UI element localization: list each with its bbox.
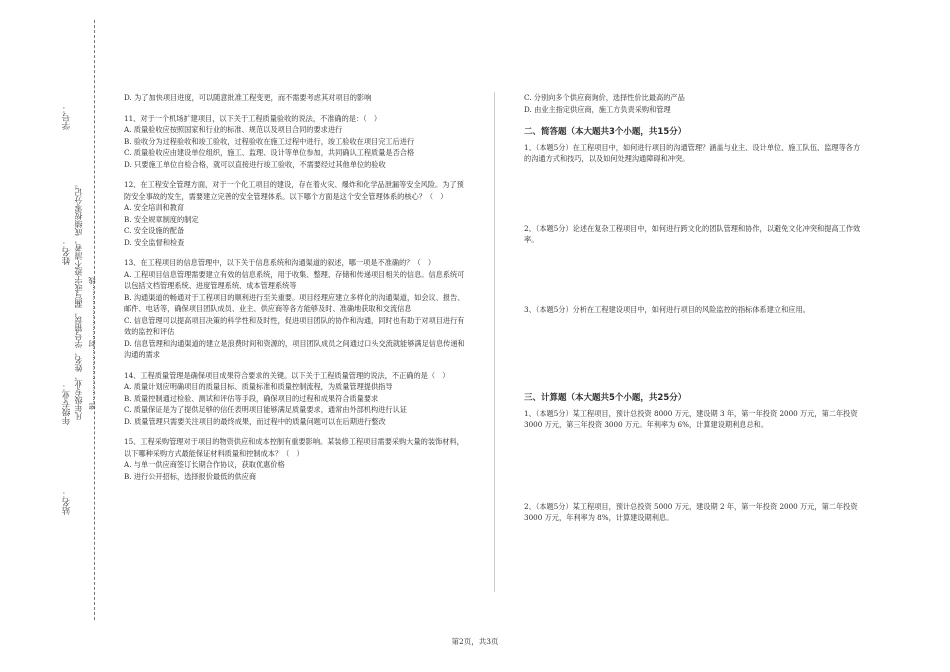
seal-line-text: 密……………………封……………………线 xyxy=(88,277,96,410)
section-2-title: 二、简答题（本大题共3个小题，共15分） xyxy=(524,127,687,137)
name-label: 姓名： xyxy=(62,239,72,265)
right-column xyxy=(524,92,862,524)
q10-option-d: D. 为了加快项目进度，可以随意批准工程变更，而不需要考虑其对项目的影响 xyxy=(124,93,372,102)
q12-option-c: C. 安全设施的配备 xyxy=(124,226,185,235)
answer-space xyxy=(524,315,862,381)
q12-option-a: A. 安全培训和教育 xyxy=(124,203,185,212)
q14-option-c: C. 质量保证是为了提供足够的信任表明项目能够满足质量要求，通常由外部机构进行认证 xyxy=(124,405,407,414)
answer-space xyxy=(524,246,862,304)
short-answer-1: 1、（本题5分）在工程项目中，如何进行项目的沟通管理？涵盖与业主、设计单位、施工队伍、监理等各方的沟通方式和技巧，以及如何处理沟通障碍和冲突。 xyxy=(524,142,861,163)
calc-question-1: 1、（本题5分）某工程项目，预计总投资 8000 万元，建设期 3 年，第一年投资 2000 万元，第二年投资 3000 万元，第三年投资 3000 万元。年利率为 6%，计算建设期利息总和。 xyxy=(524,408,858,429)
q11-option-d: D. 只要施工单位自检合格，就可以直接进行竣工验收，不需要经过其他单位的验收 xyxy=(124,159,386,169)
calc-question-2: 2、（本题5分）某工程项目，预计总投资 5000 万元，建设期 2 年，第一年投资 2000 万元，第二年投资 3000 万元，年利率为 8%，计算建设期利息。 xyxy=(524,501,858,522)
left-column xyxy=(124,92,468,482)
student-id-label: 学号： xyxy=(62,104,72,130)
question-12: 12、在工程安全管理方面，对于一个化工项目的建设，存在着火灾、爆炸和化学品泄漏等安全风险。为了预防安全事故的发生，需要建立完善的安全管理体系。以下哪个方面是这个安全管理体系的核心？（ ） xyxy=(124,180,464,201)
question-13: 13、在工程项目的信息管理中，以下关于信息系统和沟通渠道的叙述，哪一项是不准确的？（ ） xyxy=(124,258,436,267)
question-11: 11、对于一个机场扩建项目，以下关于工程质量验收的说法，不准确的是：（ ） xyxy=(124,113,382,123)
q12-option-b: B. 安全规章制度的制定 xyxy=(124,214,199,224)
q13-option-a: A. 工程项目信息管理需要建立有效的信息系统，用于收集、整理、存储和传递项目相关的信息。信息系统可以包括文档管理系统、进度管理系统、成本管理系统等 xyxy=(124,269,465,290)
q11-option-a: A. 质量验收应按照国家和行业的标准、规范以及项目合同的要求进行 xyxy=(124,125,343,134)
q14-option-d: D. 质量管理只需要关注项目的最终成果，而过程中的质量问题可以在后期进行整改 xyxy=(124,416,386,426)
short-answer-2: 2、（本题5分）论述在复杂工程项目中，如何进行跨文化的团队管理和协作，以避免文化冲突和提高工作效率。 xyxy=(524,223,861,244)
q13-option-d: D. 信息管理和沟通渠道的建立是浪费时间和资源的，项目团队成员之间通过口头交流就能够满足信息传递和沟通的需求 xyxy=(124,338,465,359)
question-15: 15、工程采购管理对于项目的物资供应和成本控制有重要影响。某装修工程项目需要采购大量的装饰材料，以下哪种采购方式最能保证材料质量和控制成本？（ ） xyxy=(124,437,464,458)
page-number: 第2页，共3页 xyxy=(451,637,499,646)
q15-option-a: A. 与单一供应商签订长期合作协议，获取优惠价格 xyxy=(124,460,285,469)
q13-option-b: B. 沟通渠道的畅通对于工程项目的顺利进行至关重要。项目经理应建立多样化的沟通渠道，如会议、报告、邮件、电话等，确保项目团队成员、业主、供应商等各方能够及时、准确地获取和交流信息 xyxy=(124,292,465,313)
q12-option-d: D. 安全监督和检查 xyxy=(124,237,185,247)
q13-option-c: C. 信息管理可以提高项目决策的科学性和及时性，促进项目团队的协作和沟通，同时也有助于对项目进行有效的监控和评估 xyxy=(124,315,465,336)
major-label: 年级专业： xyxy=(62,382,72,425)
q14-option-a: A. 质量计划应明确项目的质量目标、质量标准和质量控制流程，为质量管理提供指导 xyxy=(124,382,393,391)
q11-option-b: B. 验收分为过程验收和竣工验收，过程验收在施工过程中进行，竣工验收在项目完工后进行 xyxy=(124,136,415,146)
short-answer-3: 3、（本题5分）分析在工程建设项目中，如何进行项目的风险监控的指标体系建立和应用。 xyxy=(524,304,810,314)
q15-option-c: C. 分别向多个供应商询价，选择性价比最高的产品 xyxy=(524,93,685,102)
q15-option-b: B. 进行公开招标，选择报价最低的供应商 xyxy=(124,471,257,481)
binding-margin xyxy=(40,20,110,620)
q15-option-d: D. 由业主指定供应商，施工方负责采购和管理 xyxy=(524,104,671,114)
column-divider xyxy=(494,92,495,592)
q11-option-c: C. 质量验收应由建设单位组织，施工、监理、设计等单位参加，共同确认工程质量是否合格 xyxy=(124,148,415,157)
campus-label: 站名： xyxy=(62,489,72,515)
section-3-title: 三、计算题（本大题共5个小题，共25分） xyxy=(524,393,687,403)
q14-option-b: B. 质量控制通过检验、测试和评估等手段，确保项目的过程和成果符合质量要求 xyxy=(124,393,379,403)
answer-space xyxy=(524,165,862,223)
binding-warning-text: 凡年级专业、姓名、学号错误，漏写或字迹不清者，成绩按零分记。 xyxy=(74,180,83,420)
question-14: 14、工程质量管理是确保项目成果符合要求的关键。以下关于工程质量管理的说法，不正确的是（ ） xyxy=(124,370,450,380)
answer-space xyxy=(524,431,862,501)
